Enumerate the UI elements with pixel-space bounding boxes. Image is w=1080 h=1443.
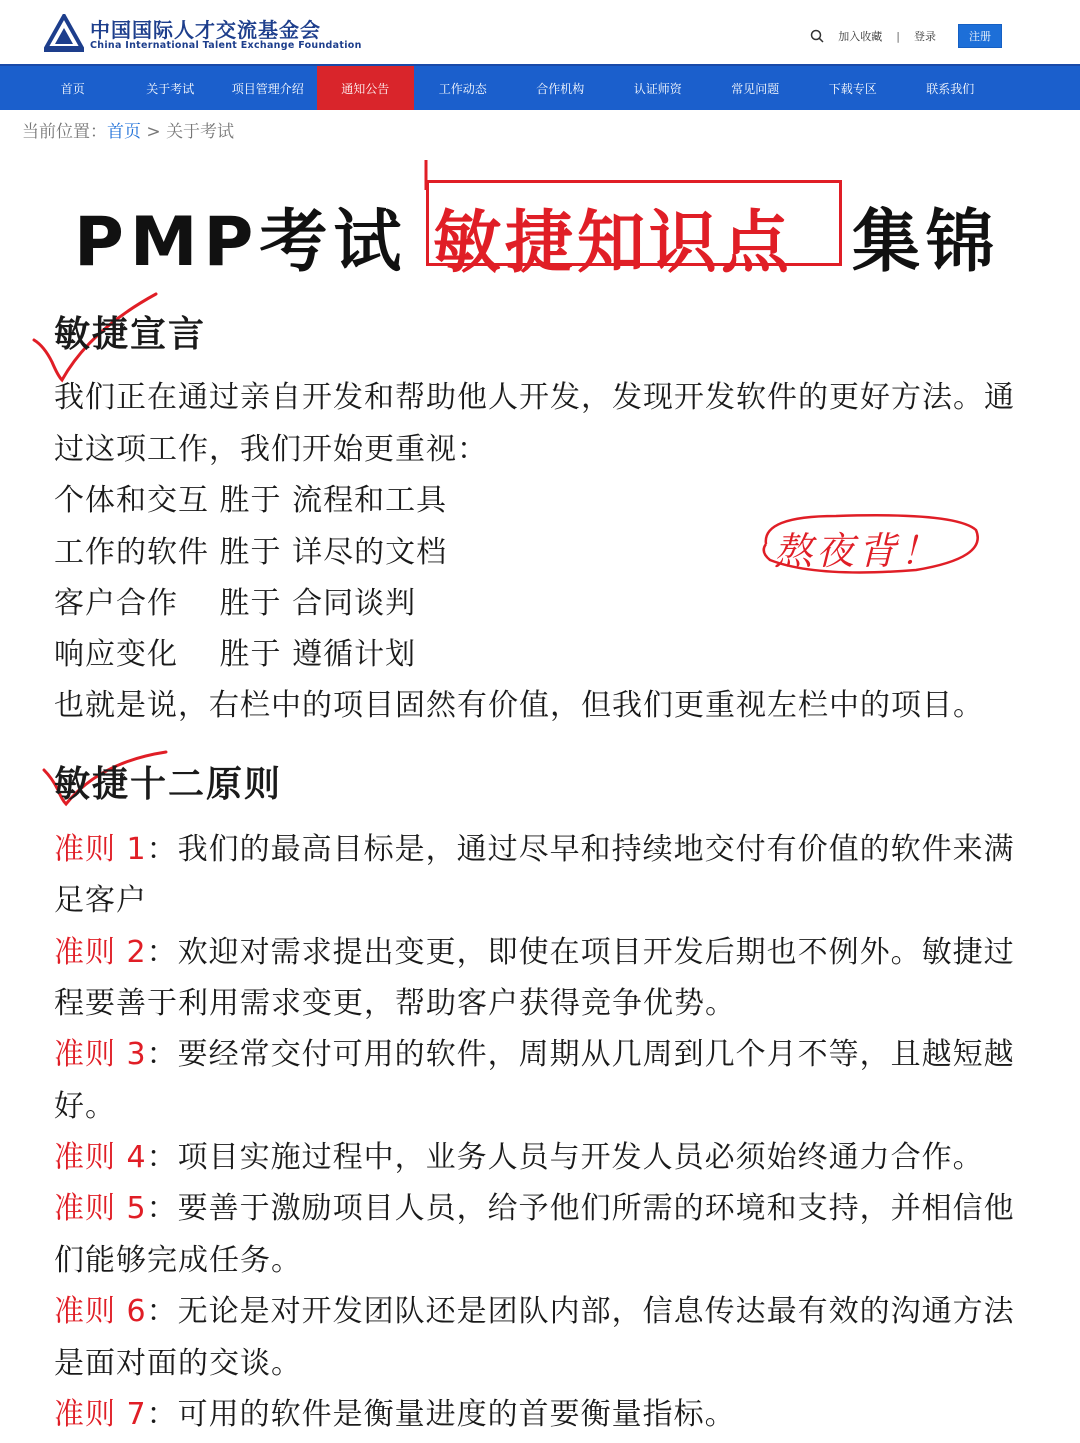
principle-text: ：无论是对开发团队还是团队内部，信息传达最有效的沟通方法: [146, 1294, 1015, 1329]
breadcrumb: [22, 117, 234, 142]
login-link[interactable]: 登录: [914, 30, 936, 43]
title-right: 集锦: [852, 203, 1001, 282]
search-icon[interactable]: [810, 29, 824, 43]
principle-text: ：要经常交付可用的软件，周期从几周到几个月不等，且越短越: [146, 1037, 1015, 1072]
nav-item-pm-intro[interactable]: 项目管理介绍: [231, 81, 304, 96]
principle-text: ：要善于激励项目人员，给予他们所需的环境和支持，并相信他: [146, 1191, 1015, 1226]
manifesto-value-line: 客户合作 胜于 合同谈判: [54, 586, 417, 621]
principle-line: [54, 824, 1015, 868]
site-header: [0, 0, 1080, 64]
nav-item-downloads[interactable]: 下载专区: [828, 81, 877, 96]
breadcrumb-prefix: 当前位置：: [22, 122, 107, 142]
principle-label: 准则 4: [54, 1140, 147, 1175]
principle-cont: 们能够完成任务。: [54, 1243, 302, 1278]
title-highlight-box: [426, 180, 842, 283]
breadcrumb-home-link[interactable]: 首页: [107, 122, 141, 142]
stamp-text: 熬夜背！: [774, 529, 943, 573]
principle-cont: 足客户: [54, 883, 147, 918]
principle-label: 准则 3: [54, 1037, 147, 1072]
principle-text: ：欢迎对需求提出变更，即使在项目开发后期也不例外。敏捷过: [146, 935, 1015, 970]
nav-item-faq[interactable]: 常见问题: [731, 81, 780, 96]
org-name-cn[interactable]: 中国国际人才交流基金会: [90, 18, 321, 42]
principle-line: [54, 1389, 736, 1433]
top-links: [810, 24, 1002, 48]
nav-item-notices[interactable]: 通知公告: [317, 66, 415, 110]
nav-item-contact[interactable]: 联系我们: [926, 81, 975, 96]
title-highlight: 敏捷知识点: [433, 204, 794, 283]
manifesto-line: 我们正在通过亲自开发和帮助他人开发，发现开发软件的更好方法。通: [54, 380, 1015, 415]
nav-item-instructors[interactable]: 认证师资: [633, 81, 682, 96]
manifesto-value-line: 个体和交互 胜于 流程和工具: [54, 483, 448, 518]
org-name-en: China International Talent Exchange Foundation: [90, 40, 362, 51]
breadcrumb-separator: >: [141, 122, 167, 142]
main-nav: [0, 64, 1080, 110]
principle-cont: 好。: [54, 1089, 116, 1124]
principle-line: [54, 1029, 1015, 1073]
principle-text: ：可用的软件是衡量进度的首要衡量指标。: [146, 1397, 736, 1432]
principle-line: [54, 1132, 984, 1176]
add-favorites-link[interactable]: 加入收藏: [838, 30, 883, 43]
manifesto-heading: 敏捷宣言: [54, 314, 207, 355]
top-separator: |: [896, 29, 900, 43]
manifesto-value-line: 工作的软件 胜于 详尽的文档: [54, 535, 448, 570]
principle-line: [54, 927, 1015, 971]
principle-cont: 是面对面的交谈。: [54, 1346, 302, 1381]
principle-label: 准则 7: [54, 1397, 147, 1432]
foundation-logo-icon[interactable]: [44, 14, 84, 52]
principle-label: 准则 2: [54, 935, 147, 970]
nav-item-home[interactable]: 首页: [60, 81, 85, 96]
principle-cont: 程要善于利用需求变更，帮助客户获得竞争优势。: [54, 986, 736, 1021]
page-title: [0, 178, 1080, 283]
nav-item-partners[interactable]: 合作机构: [536, 81, 585, 96]
register-button[interactable]: 注册: [958, 24, 1002, 48]
principle-label: 准则 6: [54, 1294, 147, 1329]
principles-heading: 敏捷十二原则: [54, 764, 283, 805]
breadcrumb-current: 关于考试: [166, 122, 235, 142]
principle-line: [54, 1286, 1015, 1330]
title-left: PMP考试: [74, 203, 408, 282]
principle-text: ：我们的最高目标是，通过尽早和持续地交付有价值的软件来满: [146, 832, 1015, 867]
principle-text: ：项目实施过程中，业务人员与开发人员必须始终通力合作。: [146, 1140, 984, 1175]
principle-label: 准则 1: [54, 832, 147, 867]
nav-item-about-exam[interactable]: 关于考试: [146, 81, 195, 96]
manifesto-value-line: 响应变化 胜于 遵循计划: [54, 637, 417, 672]
manifesto-line: 也就是说，右栏中的项目固然有价值，但我们更重视左栏中的项目。: [54, 688, 984, 723]
principle-label: 准则 5: [54, 1191, 147, 1226]
principle-line: [54, 1183, 1015, 1227]
manifesto-line: 过这项工作，我们开始更重视：: [54, 432, 488, 467]
nav-item-news[interactable]: 工作动态: [438, 81, 487, 96]
handwritten-stamp: [756, 508, 986, 578]
